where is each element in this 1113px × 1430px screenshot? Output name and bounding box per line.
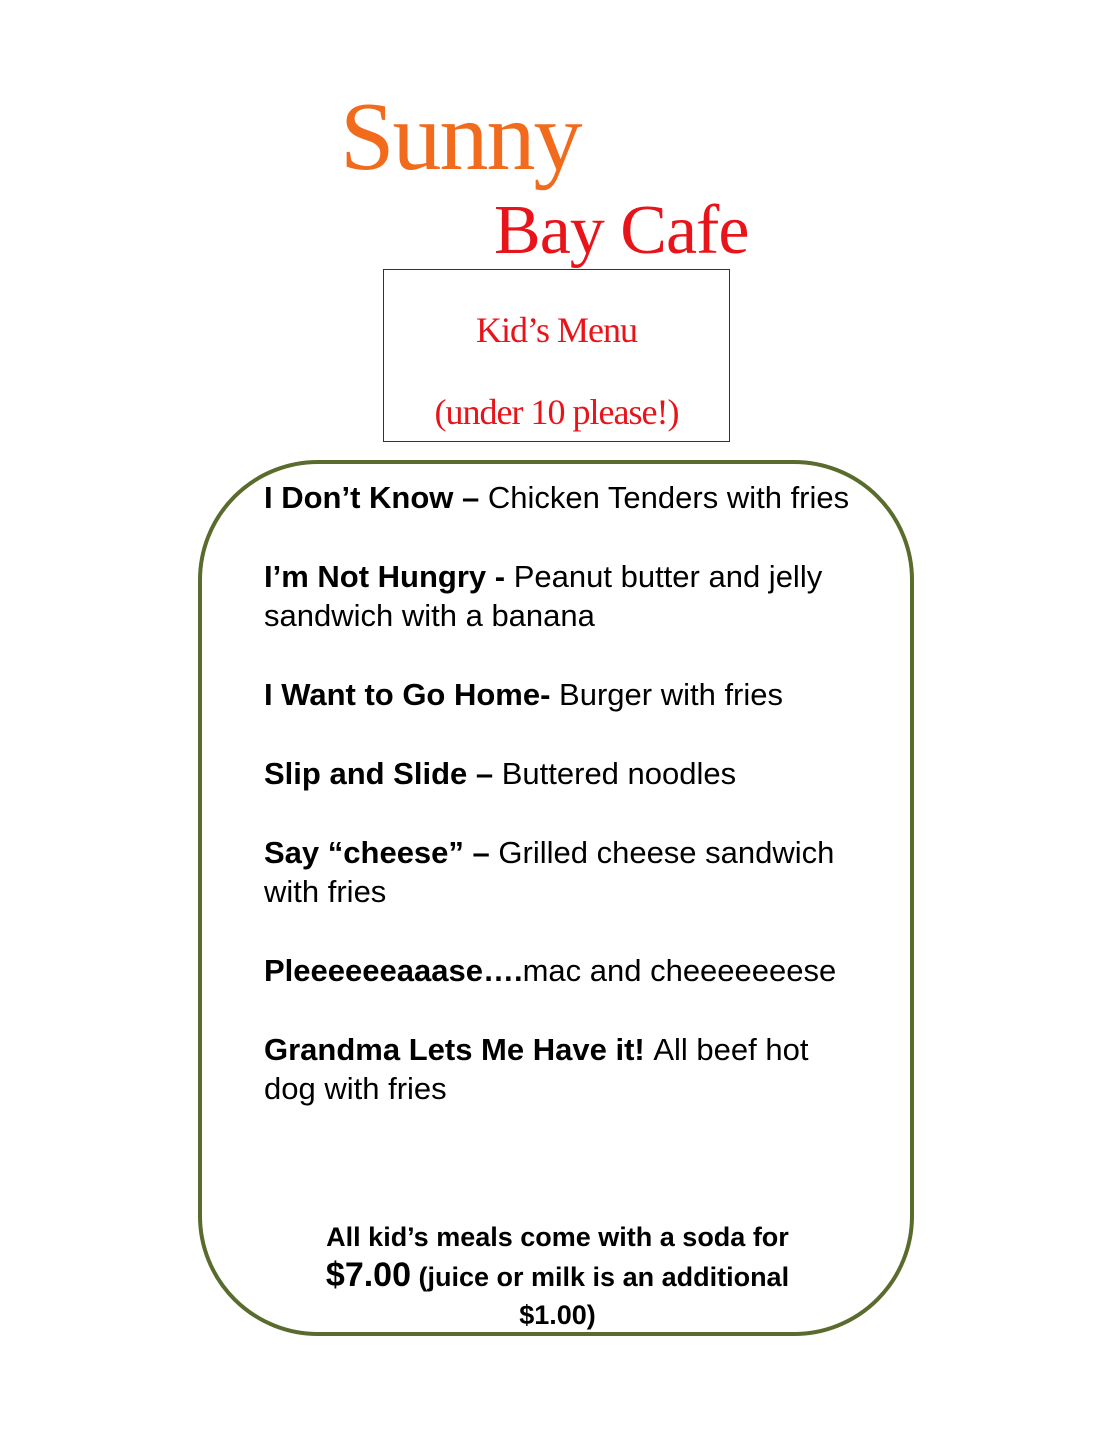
title-sunny: Sunny: [340, 83, 581, 191]
menu-item: [264, 557, 864, 635]
kids-menu-title: Kid’s Menu: [476, 310, 637, 350]
menu-item-description: Peanut butter and jelly sandwich with a banana: [264, 559, 823, 633]
menu-item-name: I Don’t Know –: [264, 480, 488, 515]
menu-item-description: mac and cheeeeeeese: [522, 953, 837, 988]
menu-item-name: Pleeeeeeaaase….: [264, 953, 523, 988]
menu-list: [264, 478, 864, 1148]
menu-item-name: I Want to Go Home-: [264, 677, 560, 712]
kids-menu-subtitle: (under 10 please!): [434, 392, 679, 432]
menu-item-description: Buttered noodles: [501, 756, 737, 791]
menu-item: [264, 478, 864, 517]
meal-price: $7.00: [325, 1256, 411, 1294]
menu-item-name: Say “cheese” –: [264, 835, 499, 870]
menu-item-name: I’m Not Hungry -: [264, 559, 514, 594]
menu-item-description: Chicken Tenders with fries: [487, 480, 850, 515]
menu-item: [264, 675, 864, 714]
title-bay-cafe: Bay Cafe: [494, 192, 749, 269]
menu-item: [264, 1030, 864, 1108]
extra-drink-note: (juice or milk is an additional $1.00): [411, 1262, 790, 1330]
menu-item-name: Slip and Slide –: [264, 756, 502, 791]
menu-item-description: Burger with fries: [559, 677, 784, 712]
menu-item-description: Grilled cheese sandwich with fries: [264, 835, 835, 909]
menu-item-description: All beef hot dog with fries: [264, 1032, 809, 1106]
kids-menu-box: [383, 269, 730, 442]
menu-item: [264, 754, 864, 793]
menu-item: [264, 833, 864, 911]
menu-item-name: Grandma Lets Me Have it!: [264, 1032, 654, 1067]
menu-item: [264, 951, 864, 990]
meal-note-text: All kid’s meals come with a soda for: [326, 1222, 789, 1252]
meal-price-note: [290, 1218, 825, 1334]
